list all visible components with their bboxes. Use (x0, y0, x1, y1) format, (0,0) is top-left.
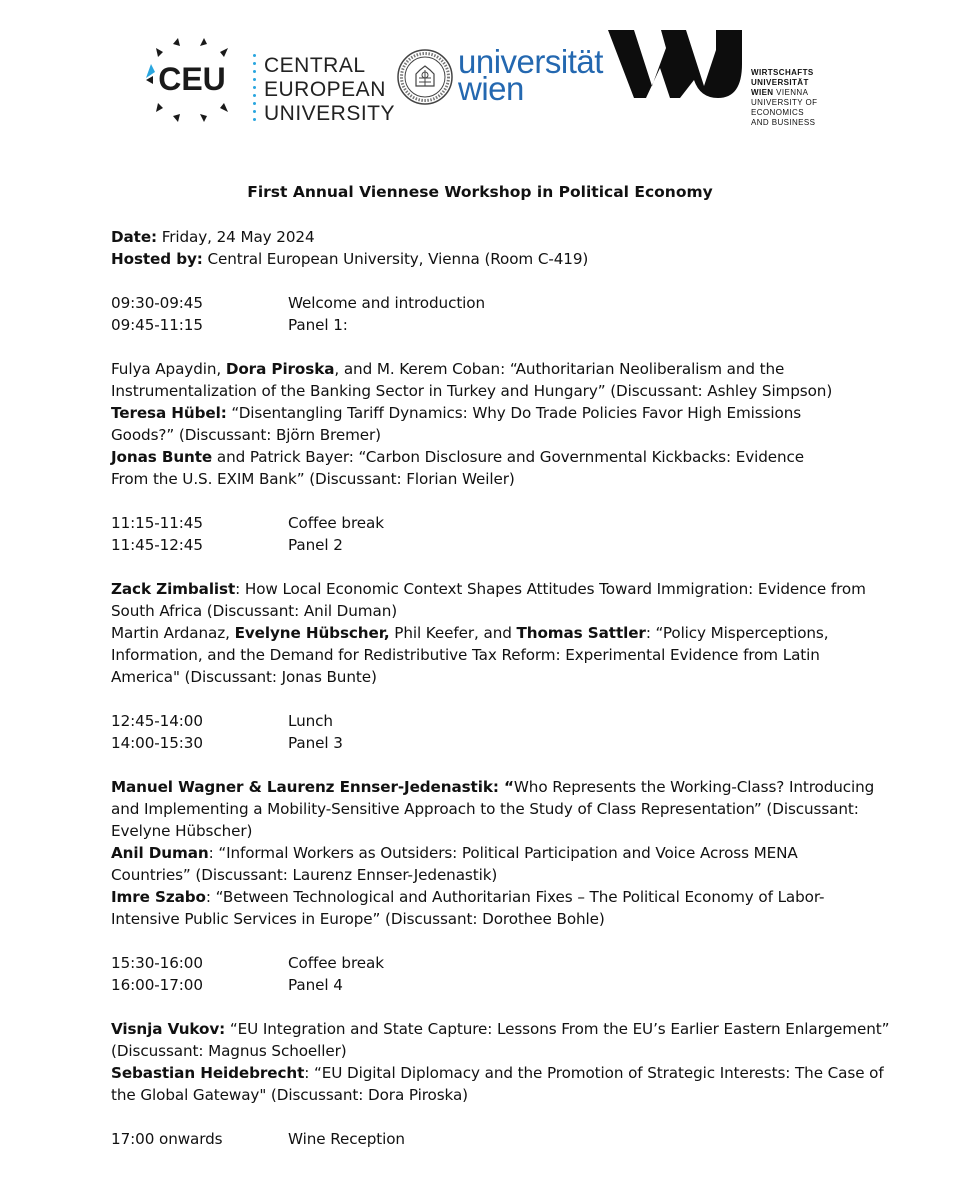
paper-line (111, 1040, 871, 1062)
ceu-ray (173, 38, 180, 46)
paper-line (111, 842, 871, 864)
author-name: Teresa Hübel: (111, 404, 227, 422)
wu-line: UNIVERSITY OF (751, 98, 818, 107)
paper-line (111, 578, 871, 600)
time-slot-row (111, 314, 871, 336)
time-slot-time: 11:45-12:45 (111, 536, 203, 554)
time-slot-row (111, 292, 871, 314)
schedule-block (111, 292, 871, 490)
paper-text: Martin Ardanaz, (111, 624, 235, 642)
paper-text: Evelyne Hübscher) (111, 822, 253, 840)
ceu-name-text (264, 54, 395, 126)
time-slot-row (111, 732, 871, 754)
ceu-ray (156, 103, 163, 112)
time-slot-label: Coffee break (288, 514, 384, 532)
ceu-ray (173, 114, 180, 122)
paper-text: and Patrick Bayer: “Carbon Disclosure and Governmental Kickbacks: Evidence (212, 448, 805, 466)
author-name: Jonas Bunte (111, 448, 213, 466)
paper-text: , and M. Kerem Coban: “Authoritarian Neoliberalism and the (334, 360, 785, 378)
paper-text: From the U.S. EXIM Bank” (Discussant: Florian Weiler) (111, 470, 515, 488)
paper-entry (111, 446, 871, 490)
wu-line: ECONOMICS (751, 108, 804, 117)
time-slot-row (111, 1128, 871, 1150)
author-name: Manuel Wagner & Laurenz Ennser-Jedenastik: “ (111, 778, 514, 796)
time-slot-time: 14:00-15:30 (111, 734, 203, 752)
ceu-ray (220, 103, 228, 112)
author-name: Thomas Sattler (516, 624, 646, 642)
wu-line: WIEN (751, 88, 774, 97)
ceu-dotted-divider (253, 54, 257, 126)
spacer (111, 1106, 871, 1128)
paper-line (111, 798, 871, 820)
time-slot-time: 09:45-11:15 (111, 316, 203, 334)
paper-text: South Africa (Discussant: Anil Duman) (111, 602, 398, 620)
wu-line: AND BUSINESS (751, 118, 816, 127)
time-slot-time: 12:45-14:00 (111, 712, 203, 730)
time-slot-label: Lunch (288, 712, 333, 730)
paper-line (111, 424, 871, 446)
ceu-name-line: EUROPEAN (264, 78, 386, 101)
author-name: Dora Piroska (225, 360, 335, 378)
spacer (111, 336, 871, 358)
wu-line: UNIVERSITÄT (751, 78, 809, 87)
schedule-block (111, 512, 871, 688)
author-name: Imre Szabo (111, 888, 206, 906)
author-name: Zack Zimbalist (111, 580, 236, 598)
paper-text: Goods?” (Discussant: Björn Bremer) (111, 426, 381, 444)
author-name: Anil Duman (111, 844, 209, 862)
time-slot-row (111, 952, 871, 974)
wu-line: VIENNA (776, 88, 809, 97)
page-title: First Annual Viennese Workshop in Political Economy (247, 183, 713, 201)
paper-entry (111, 402, 871, 446)
time-slot-label: Panel 2 (288, 536, 343, 554)
host-line (111, 248, 871, 270)
time-slot-row (111, 974, 871, 996)
paper-text: Phil Keefer, and (389, 624, 517, 642)
paper-line (111, 776, 875, 798)
spacer (111, 490, 871, 512)
author-name: Evelyne Hübscher, (234, 624, 390, 642)
paper-text: : How Local Economic Context Shapes Attitudes Toward Immigration: Evidence from (235, 580, 866, 598)
time-slot-row (111, 710, 871, 732)
paper-text: (Discussant: Magnus Schoeller) (111, 1042, 347, 1060)
university-seal-icon (396, 48, 454, 106)
paper-text: Information, and the Demand for Redistributive Tax Reform: Experimental Evidence from Latin (111, 646, 820, 664)
paper-entry (111, 886, 871, 930)
schedule-block (111, 952, 890, 1106)
spacer (111, 996, 871, 1018)
paper-line (111, 358, 871, 380)
ceu-logo (140, 30, 396, 130)
author-name: Visnja Vukov: (111, 1020, 226, 1038)
date-line (111, 226, 871, 248)
time-slot-label: Panel 4 (288, 976, 343, 994)
paper-entry (111, 842, 871, 886)
paper-line (111, 468, 871, 490)
paper-line (111, 1084, 871, 1106)
time-slot-row (111, 512, 871, 534)
paper-text: “EU Integration and State Capture: Lessons From the EU’s Earlier Eastern Enlargement” (225, 1020, 890, 1038)
time-slot-time: 09:30-09:45 (111, 294, 203, 312)
spacer (111, 754, 871, 776)
schedule-block (111, 1128, 871, 1150)
paper-text: “Disentangling Tariff Dynamics: Why Do Trade Policies Favor High Emissions (226, 404, 802, 422)
paper-line (111, 908, 871, 930)
spacer (111, 930, 871, 952)
paper-entry (111, 1062, 884, 1106)
ceu-name-line: UNIVERSITY (264, 102, 396, 125)
ceu-accent-ray (146, 64, 155, 78)
paper-line (111, 886, 871, 908)
ceu-ray (200, 38, 207, 46)
spacer (111, 556, 871, 578)
paper-text: : “Policy Misperceptions, (645, 624, 829, 642)
time-slot-time: 17:00 onwards (111, 1130, 223, 1148)
ceu-ray (200, 114, 207, 122)
paper-entry (111, 622, 871, 688)
author-name: Sebastian Heidebrecht (111, 1064, 305, 1082)
time-slot-time: 15:30-16:00 (111, 954, 203, 972)
paper-entry (111, 776, 875, 842)
ceu-name-line: CENTRAL (264, 54, 366, 77)
schedule (111, 292, 890, 1150)
wu-monogram-icon (608, 28, 758, 103)
paper-text: Who Represents the Working-Class? Introducing (513, 778, 875, 796)
spacer (111, 688, 871, 710)
schedule-block (111, 710, 875, 930)
host-label: Hosted by: (111, 250, 203, 268)
paper-text: : “Between Technological and Authoritarian Fixes – The Political Economy of Labor- (205, 888, 825, 906)
ceu-ray (156, 48, 163, 57)
wu-logo (608, 28, 838, 143)
wu-line: WIRTSCHAFTS (751, 68, 814, 77)
paper-text: Fulya Apaydin, (111, 360, 226, 378)
paper-text: and Implementing a Mobility-Sensitive Approach to the Study of Class Representation” (Discussant: (111, 800, 859, 818)
paper-line (111, 622, 871, 644)
paper-line (111, 1062, 884, 1084)
program-body (111, 226, 890, 1150)
ceu-abbr: CEU (158, 61, 226, 97)
date-value: Friday, 24 May 2024 (157, 228, 315, 246)
universitaet-wien-wordmark (458, 43, 603, 107)
time-slot-time: 11:15-11:45 (111, 514, 203, 532)
paper-text: Countries” (Discussant: Laurenz Ennser-Jedenastik) (111, 866, 498, 884)
time-slot-label: Welcome and introduction (288, 294, 486, 312)
paper-text: Instrumentalization of the Banking Sector in Turkey and Hungary” (Discussant: Ashley Simpson) (111, 382, 833, 400)
paper-line (111, 820, 871, 842)
paper-text: the Global Gateway" (Discussant: Dora Piroska) (111, 1086, 469, 1104)
time-slot-label: Wine Reception (288, 1130, 405, 1148)
host-value: Central European University, Vienna (Room C-419) (202, 250, 589, 268)
time-slot-label: Coffee break (288, 954, 384, 972)
time-slot-label: Panel 1: (288, 316, 348, 334)
uw-line: universität (458, 43, 603, 80)
time-slot-label: Panel 3 (288, 734, 343, 752)
time-slot-row (111, 534, 871, 556)
paper-entry (111, 578, 871, 622)
wu-name-text (751, 68, 817, 128)
paper-line (111, 600, 871, 622)
universitaet-wien-logo (396, 43, 606, 128)
paper-text: Intensive Public Services in Europe” (Discussant: Dorothee Bohle) (111, 910, 605, 928)
paper-line (111, 864, 871, 886)
paper-line (111, 446, 871, 468)
ceu-ray (220, 48, 228, 57)
paper-entry (111, 1018, 890, 1062)
paper-text: : “Informal Workers as Outsiders: Political Participation and Voice Across MENA (208, 844, 798, 862)
paper-text: America" (Discussant: Jonas Bunte) (111, 668, 377, 686)
date-label: Date: (111, 228, 157, 246)
time-slot-time: 16:00-17:00 (111, 976, 203, 994)
uw-line: wien (458, 70, 524, 107)
ceu-starburst-icon (140, 30, 250, 126)
paper-text: : “EU Digital Diplomacy and the Promotion of Strategic Interests: The Case of (304, 1064, 884, 1082)
logo-header (0, 28, 960, 148)
paper-line (111, 380, 871, 402)
paper-line (111, 402, 871, 424)
paper-line (111, 644, 871, 666)
paper-line (111, 1018, 890, 1040)
paper-line (111, 666, 871, 688)
paper-entry (111, 358, 871, 402)
